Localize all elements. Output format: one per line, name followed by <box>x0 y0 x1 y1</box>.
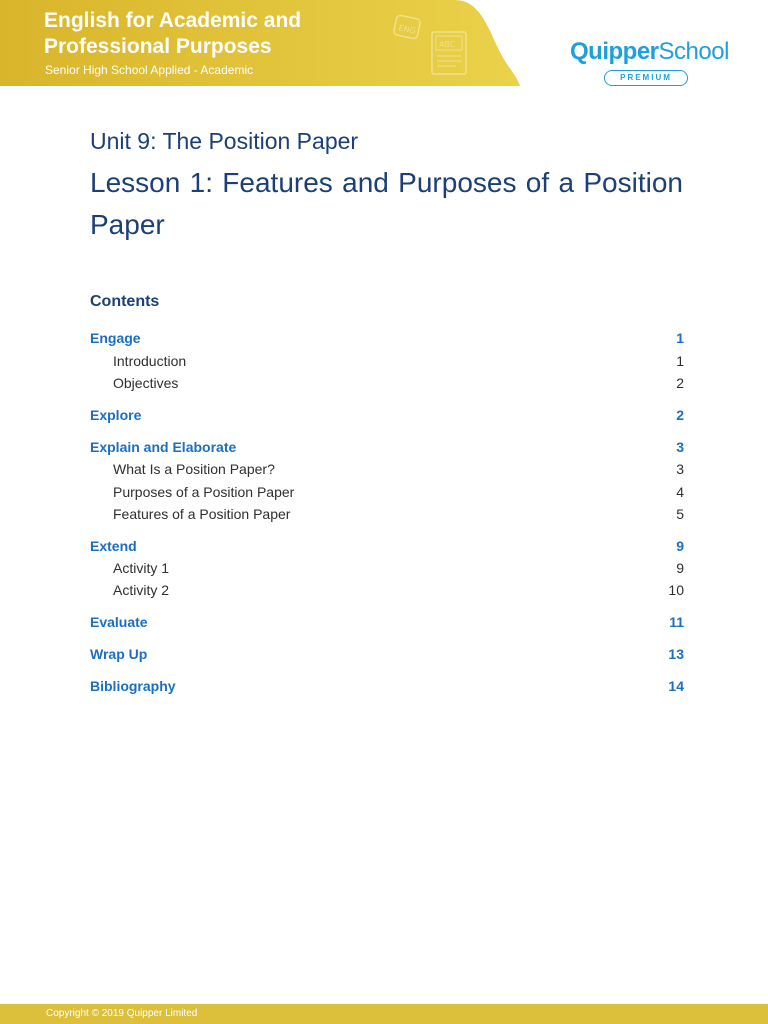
course-banner <box>0 0 520 86</box>
toc-section-evaluate[interactable] <box>90 612 684 632</box>
toc-label: Evaluate <box>90 614 148 630</box>
toc-label: Introduction <box>113 353 187 369</box>
toc-item-what-is-position-paper[interactable] <box>90 459 684 479</box>
toc-section-explore[interactable] <box>90 405 684 425</box>
toc-section-extend[interactable] <box>90 536 684 556</box>
toc-item-features[interactable] <box>90 504 684 524</box>
toc-page: 13 <box>668 646 684 662</box>
toc-item-activity-1[interactable] <box>90 558 684 578</box>
toc-label: Features of a Position Paper <box>113 506 291 522</box>
toc-label: Activity 2 <box>113 582 170 598</box>
svg-text:ABC: ABC <box>439 40 456 49</box>
toc-item-introduction[interactable] <box>90 351 684 371</box>
toc-page: 1 <box>676 330 684 346</box>
toc-label: Bibliography <box>90 678 176 694</box>
toc-label: Explore <box>90 407 142 423</box>
svg-text:ENG: ENG <box>397 23 417 36</box>
toc-label: Objectives <box>113 375 179 391</box>
toc-page: 5 <box>676 506 684 522</box>
page-footer <box>0 1004 768 1024</box>
toc-item-activity-2[interactable] <box>90 580 684 600</box>
toc-label: Activity 1 <box>113 560 170 576</box>
toc-page: 2 <box>676 407 684 423</box>
toc-item-objectives[interactable] <box>90 373 684 393</box>
logo-quipper-text: Quipper <box>570 38 659 65</box>
course-title: English for Academic and Professional Purposes <box>44 9 302 58</box>
course-subtitle: Senior High School Applied - Academic <box>45 63 254 77</box>
quipper-school-logo <box>570 38 730 90</box>
toc-page: 1 <box>676 353 684 369</box>
toc-section-explain-elaborate[interactable] <box>90 437 684 457</box>
toc-page: 3 <box>676 439 684 455</box>
toc-label: Engage <box>90 330 141 346</box>
toc-label: Explain and Elaborate <box>90 439 237 455</box>
toc-page: 10 <box>668 582 684 598</box>
toc-page: 3 <box>676 461 684 477</box>
eng-badge-icon <box>392 14 422 42</box>
abc-book-icon <box>426 28 472 78</box>
toc-label: What Is a Position Paper? <box>113 461 275 477</box>
toc-page: 9 <box>676 560 684 576</box>
logo-school-text: School <box>658 38 729 65</box>
contents-heading: Contents <box>90 293 160 310</box>
toc-page: 4 <box>676 484 684 500</box>
toc-page: 11 <box>669 614 684 630</box>
toc-section-bibliography[interactable] <box>90 676 684 696</box>
toc-page: 9 <box>676 538 684 554</box>
lesson-title: Lesson 1: Features and Purposes of a Position Paper <box>90 167 683 240</box>
toc-item-purposes[interactable] <box>90 482 684 502</box>
toc-section-wrap-up[interactable] <box>90 644 684 664</box>
toc-page: 14 <box>668 678 684 694</box>
toc-section-engage[interactable] <box>90 328 684 348</box>
toc-page: 2 <box>676 375 684 391</box>
unit-title: Unit 9: The Position Paper <box>90 128 359 154</box>
toc-label: Extend <box>90 538 137 554</box>
copyright-text: Copyright © 2019 Quipper Limited <box>46 1008 198 1019</box>
toc-label: Purposes of a Position Paper <box>113 484 295 500</box>
premium-badge: PREMIUM <box>604 70 688 86</box>
toc-label: Wrap Up <box>90 646 148 662</box>
